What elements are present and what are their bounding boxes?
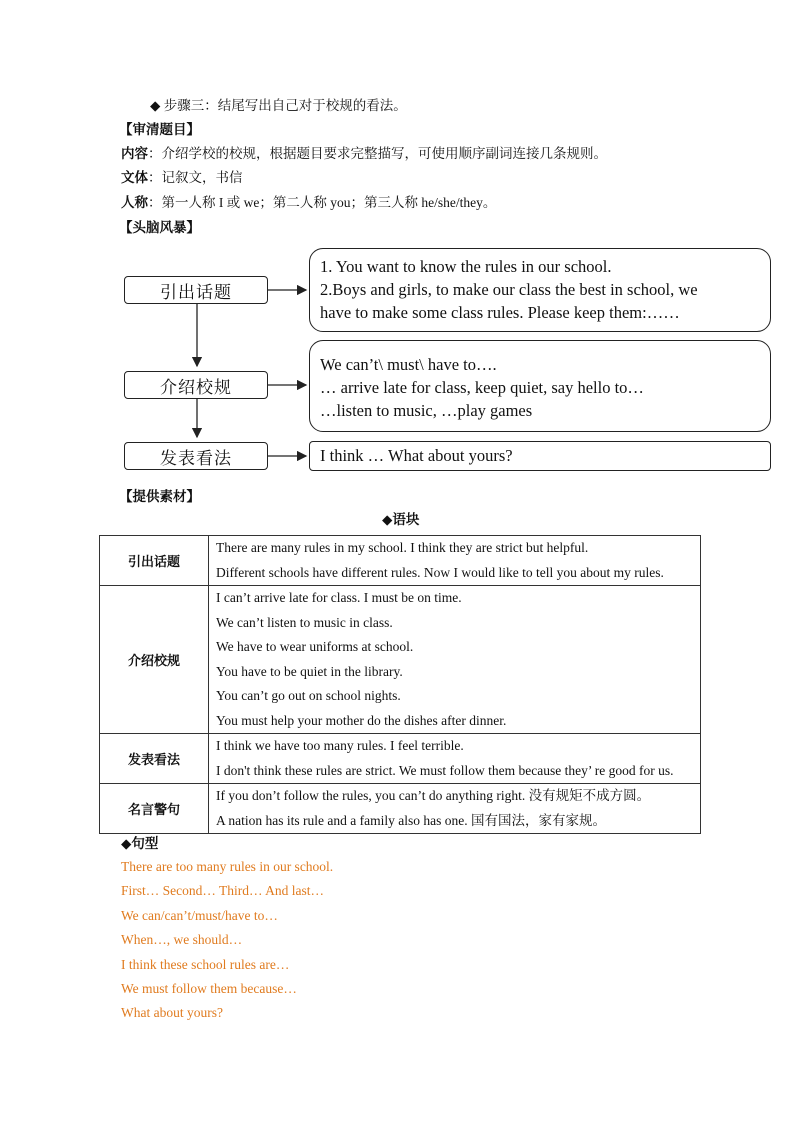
table-category: 发表看法 [100, 734, 209, 784]
flow-box-rules: 介绍校规 [124, 371, 268, 399]
flow-detail-intro [309, 248, 771, 332]
genre-text: ：记叙文，书信 [148, 170, 243, 185]
flow-detail-line: …listen to music, …play games [320, 401, 533, 420]
pattern-line: When…, we should… [121, 932, 243, 947]
table-item: I can’t arrive late for class. I must be on time. [216, 590, 462, 605]
vocab-table [99, 535, 701, 834]
table-category: 名言警句 [100, 784, 209, 834]
table-item: If you don’t follow the rules, you can’t do anything right. 没有规矩不成方圆。 [216, 788, 651, 803]
chunks-title: ◆语块 [382, 512, 420, 527]
table-item: A nation has its rule and a family also has one. 国有国法，家有家规。 [216, 812, 606, 828]
person-label: 人称 [121, 195, 148, 210]
table-item: We have to wear uniforms at school. [216, 639, 414, 654]
content-text: ：介绍学校的校规，根据题目要求完整描写，可使用顺序副词连接几条规则。 [148, 146, 607, 161]
table-items [209, 784, 701, 834]
table-item: I don't think these rules are strict. We must follow them because they’ re good for us. [216, 762, 674, 778]
flow-box-opinion: 发表看法 [124, 442, 268, 470]
step3-line: ◆ 步骤三：结尾写出自己对于校规的看法。 [150, 98, 407, 113]
section-materials-heading: 【提供素材】 [119, 489, 200, 504]
flow-detail-line: have to make some class rules. Please keep them:…… [320, 303, 680, 322]
table-items [209, 734, 701, 784]
flow-detail-opinion [309, 441, 771, 471]
table-item: There are many rules in my school. I think they are strict but helpful. [216, 540, 589, 555]
table-item: I think we have too many rules. I feel terrible. [216, 738, 464, 753]
table-item: You can’t go out on school nights. [216, 688, 401, 703]
table-item: You must help your mother do the dishes after dinner. [216, 712, 507, 728]
content-label: 内容 [121, 146, 148, 161]
patterns-title: ◆句型 [121, 836, 159, 851]
flow-detail-line: … arrive late for class, keep quiet, say hello to… [320, 378, 644, 397]
table-category: 引出话题 [100, 536, 209, 586]
table-item: Different schools have different rules. Now I would like to tell you about my rules. [216, 564, 664, 580]
genre-label: 文体 [121, 170, 148, 185]
table-row [100, 784, 701, 834]
flow-detail-line: We can’t\ must\ have to…. [320, 355, 497, 374]
flow-detail-rules [309, 340, 771, 432]
table-category: 介绍校规 [100, 586, 209, 734]
pattern-line: We must follow them because… [121, 981, 297, 996]
table-item: You have to be quiet in the library. [216, 663, 403, 679]
person-text: ：第一人称 I 或 we；第二人称 you；第三人称 he/she/they。 [148, 195, 497, 210]
pattern-line: We can/can’t/must/have to… [121, 908, 278, 923]
flow-detail-line: 1. You want to know the rules in our school. [320, 257, 612, 276]
pattern-line: First… Second… Third… And last… [121, 883, 325, 898]
table-row [100, 734, 701, 784]
table-items [209, 536, 701, 586]
pattern-line: What about yours? [121, 1005, 223, 1020]
table-items [209, 586, 701, 734]
section-review-heading: 【审清题目】 [119, 122, 200, 137]
table-row [100, 536, 701, 586]
flow-detail-line: 2.Boys and girls, to make our class the best in school, we [320, 280, 698, 299]
pattern-line: I think these school rules are… [121, 957, 290, 972]
pattern-line: There are too many rules in our school. [121, 859, 334, 874]
flow-box-intro: 引出话题 [124, 276, 268, 304]
table-item: We can’t listen to music in class. [216, 614, 393, 630]
flow-detail-line: I think … What about yours? [320, 446, 513, 465]
table-row [100, 586, 701, 734]
section-brainstorm-heading: 【头脑风暴】 [119, 220, 200, 235]
